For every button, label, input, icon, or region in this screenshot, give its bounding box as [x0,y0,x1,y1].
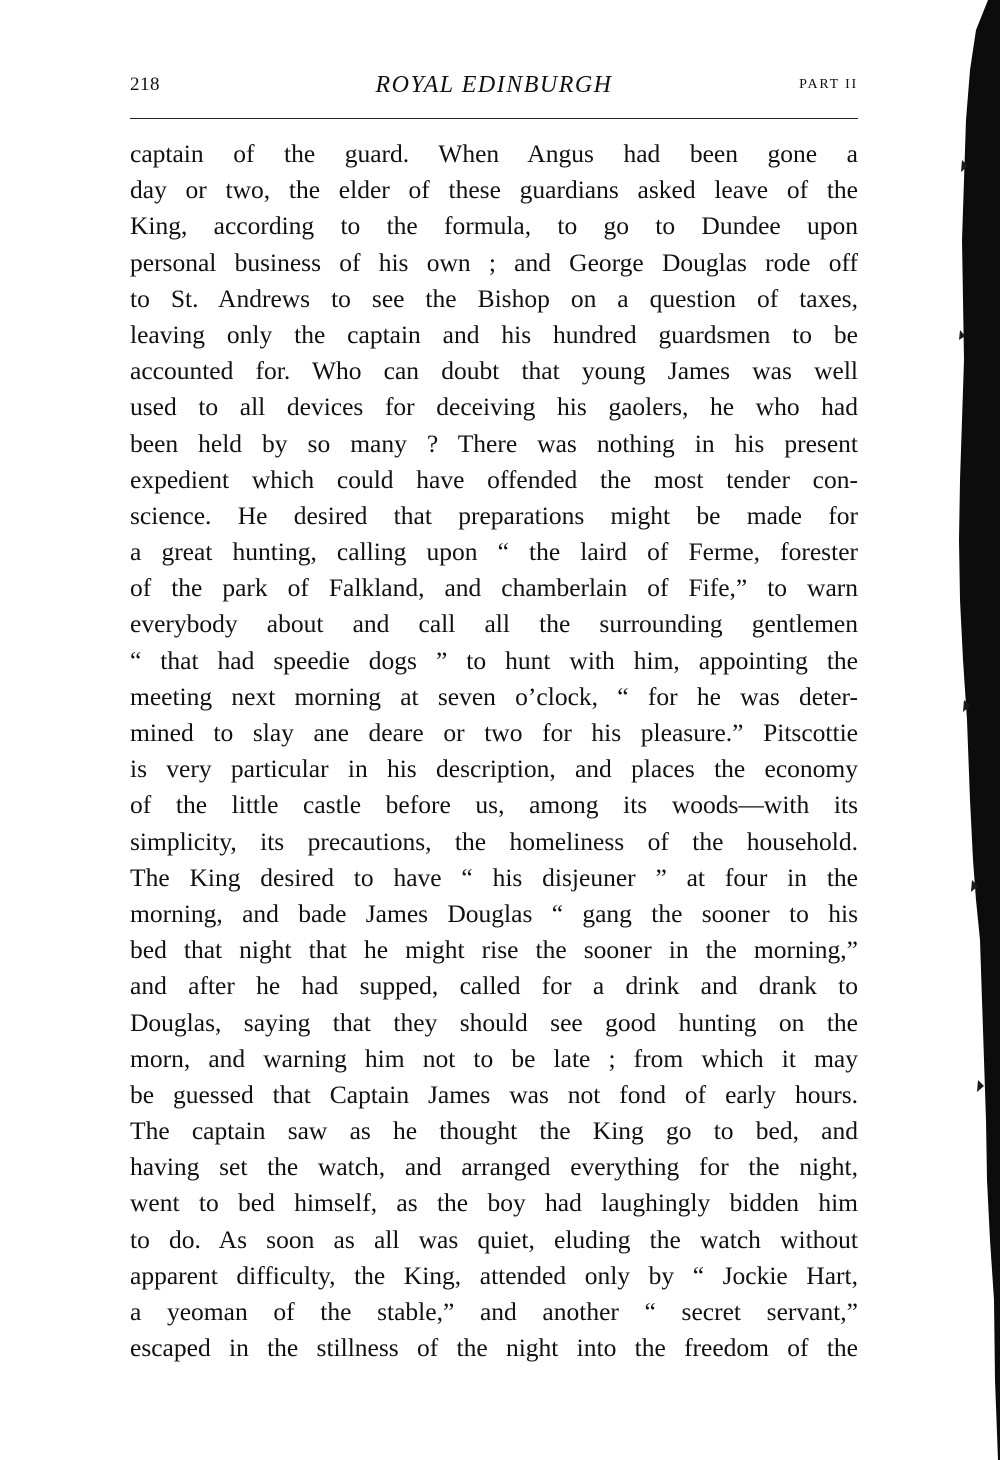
text-line: used to all devices for deceiving his gaolers, he who had [130,392,858,422]
text-line: The captain saw as he thought the King go to bed, and [130,1116,858,1146]
text-line: meeting next morning at seven o’clock, “ for he was deter- [130,681,858,711]
text-line: “ that had speedie dogs ” to hunt with him, appointing the [130,645,858,675]
text-line: to do. As soon as all was quiet, eluding the watch without [130,1224,858,1254]
text-line: personal business of his own ; and George Douglas rode off [130,247,858,277]
text-line: mined to slay ane deare or two for his pleasure.” Pitscottie [130,718,858,747]
text-line: been held by so many ? There was nothing in his present [130,428,858,458]
page-number: 218 [130,74,160,95]
text-line: having set the watch, and arranged everything for the night, [130,1152,858,1182]
text-line: science. He desired that preparations might be made for [130,500,858,530]
text-line: apparent difficulty, the King, attended only by “ Jockie Hart, [130,1260,858,1290]
text-line: everybody about and call all the surrounding gentlemen [130,609,858,639]
text-line: of the little castle before us, among its woods—with its [130,790,858,820]
text-line: is very particular in his description, and places the economy [130,754,858,784]
text-line: to St. Andrews to see the Bishop on a question of taxes, [130,283,858,313]
text-line: Douglas, saying that they should see good hunting on the [130,1007,858,1037]
text-line: day or two, the elder of these guardians asked leave of the [130,175,858,205]
text-line: morning, and bade James Douglas “ gang the sooner to his [130,898,858,928]
text-line: simplicity, its precautions, the homeliness of the household. [130,826,858,856]
text-line: The King desired to have “ his disjeuner ” at four in the [130,862,858,892]
text-line: captain of the guard. When Angus had been gone a [130,139,858,168]
text-line: of the park of Falkland, and chamberlain of Fife,” to warn [130,573,858,603]
text-line: King, according to the formula, to go to Dundee upon [130,211,858,241]
text-line: accounted for. Who can doubt that young James was well [130,356,858,386]
text-line: a yeoman of the stable,” and another “ secret servant,” [130,1297,858,1326]
running-title: ROYAL EDINBURGH [375,72,613,98]
text-line: leaving only the captain and his hundred guardsmen to be [130,319,858,349]
text-line: expedient which could have offended the most tender con- [130,464,858,494]
text-line: and after he had supped, called for a drink and drank to [130,971,858,1001]
text-line: a great hunting, calling upon “ the laird of Ferme, forester [130,537,858,567]
part-label: PART II [799,77,858,92]
header-rule [130,118,858,119]
text-line: morn, and warning him not to be late ; from which it may [130,1043,858,1073]
book-spine-shadow [958,0,1000,1460]
text-line: went to bed himself, as the boy had laughingly bidden him [130,1188,858,1218]
text-line: escaped in the stillness of the night into the freedom of the [130,1333,858,1363]
text-line: be guessed that Captain James was not fond of early hours. [130,1079,858,1109]
text-line: bed that night that he might rise the sooner in the morning,” [130,935,858,965]
page-header [130,70,858,110]
body-text [130,136,858,1366]
